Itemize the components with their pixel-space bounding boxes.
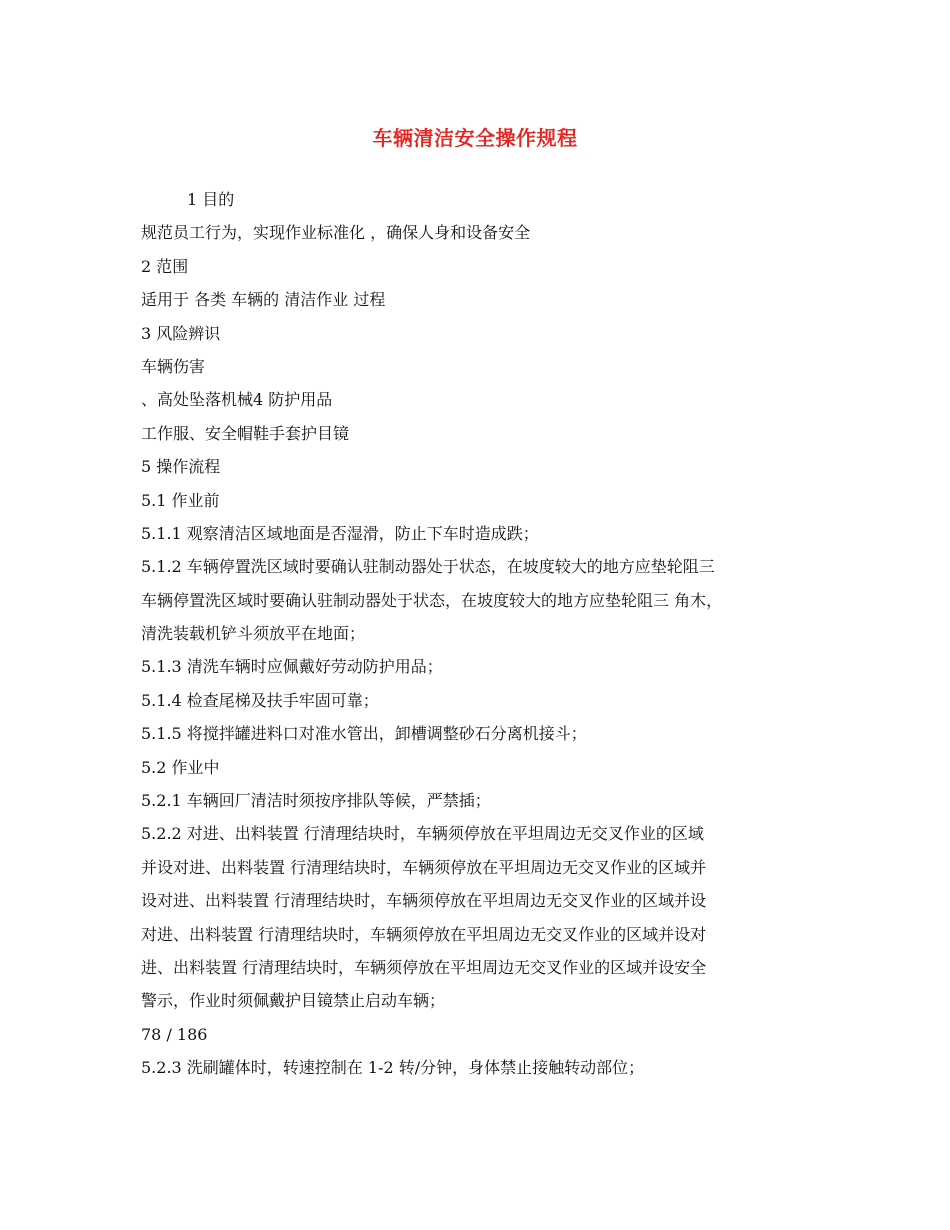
paragraph-line: 5.1.4 检查尾梯及扶手牢固可靠； — [141, 690, 379, 710]
document-body — [141, 183, 821, 1085]
paragraph-line: 设对进、出料装置 行清理结块时，车辆须停放在平坦周边无交叉作业的区域并设 — [141, 891, 707, 911]
paragraph-line: 并设对进、出料装置 行清理结块时，车辆须停放在平坦周边无交叉作业的区域并 — [141, 857, 707, 877]
paragraph-line: 对进、出料装置 行清理结块时，车辆须停放在平坦周边无交叉作业的区域并设对 — [141, 924, 707, 944]
paragraph-line: 、高处坠落机械4 防护用品 — [141, 390, 333, 410]
paragraph-line: 5.1.1 观察清洁区域地面是否湿滑，防止下车时造成跌； — [141, 523, 539, 543]
paragraph-line: 工作服、安全帽鞋手套护目镜 — [141, 423, 350, 443]
paragraph-line: 5.2.2 对进、出料装置 行清理结块时，车辆须停放在平坦周边无交叉作业的区域 — [141, 824, 704, 844]
page-number: 78 / 186 — [141, 1024, 208, 1044]
paragraph-line: 适用于 各类 车辆的 清洁作业 过程 — [141, 290, 386, 310]
section-heading-scope: 2 范围 — [141, 256, 189, 276]
paragraph-line: 5.1.5 将搅拌罐进料口对准水管出，卸槽调整砂石分离机接斗； — [141, 724, 587, 744]
paragraph-line: 5.1.2 车辆停置洗区域时要确认驻制动器处于状态，在坡度较大的地方应垫轮阻三 — [141, 557, 715, 577]
paragraph-line: 5.1.3 清洗车辆时应佩戴好劳动防护用品； — [141, 657, 443, 677]
paragraph-line: 清洗装载机铲斗须放平在地面； — [141, 624, 366, 644]
paragraph-line: 规范员工行为，实现作业标准化 ，确保人身和设备安全 — [141, 223, 531, 243]
subsection-heading: 5.2 作业中 — [141, 757, 220, 777]
paragraph-line: 车辆伤害 — [141, 356, 206, 376]
section-heading-procedure: 5 操作流程 — [141, 457, 221, 477]
section-heading-purpose: 1 目的 — [187, 190, 235, 209]
paragraph-line: 警示，作业时须佩戴护目镜禁止启动车辆； — [141, 991, 446, 1011]
paragraph-line: 进、出料装置 行清理结块时，车辆须停放在平坦周边无交叉作业的区域并设安全 — [141, 957, 707, 977]
subsection-heading: 5.1 作业前 — [141, 490, 220, 510]
paragraph-line: 车辆停置洗区域时要确认驻制动器处于状态，在坡度较大的地方应垫轮阻三 角木， — [141, 590, 723, 610]
paragraph-line: 5.2.1 车辆回厂清洁时须按序排队等候，严禁插； — [141, 791, 491, 811]
document-title: 车辆清洁安全操作规程 — [372, 126, 578, 150]
section-heading-risk: 3 风险辨识 — [141, 323, 221, 343]
paragraph-line: 5.2.3 洗刷罐体时，转速控制在 1-2 转/分钟，身体禁止接触转动部位； — [141, 1058, 645, 1078]
